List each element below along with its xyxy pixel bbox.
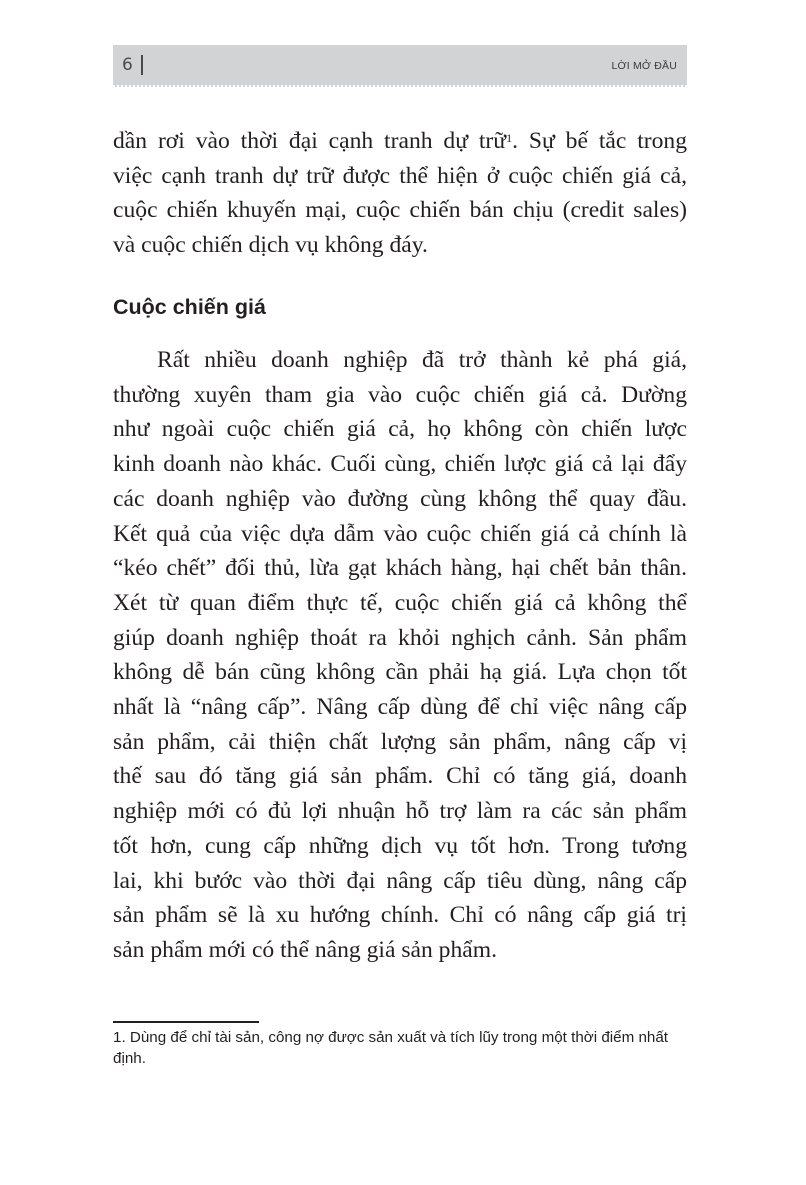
text-line: giúp doanh nghiệp thoát ra khỏi nghịch cảnh. Sản phẩm: [113, 624, 687, 651]
footnote-separator: [113, 1021, 259, 1023]
text-line: Xét từ quan điểm thực tế, cuộc chiến giá cả không thể: [113, 589, 687, 616]
text-line: và cuộc chiến dịch vụ không đáy.: [113, 232, 428, 259]
text-line: kinh doanh nào khác. Cuối cùng, chiến lược giá cả lại đẩy: [113, 451, 687, 478]
text-line: thường xuyên tham gia vào cuộc chiến giá cả. Dường: [113, 381, 687, 408]
text-line: nghiệp mới có đủ lợi nhuận hỗ trợ làm ra các sản phẩm: [113, 798, 687, 825]
text-line: sản phẩm, cải thiện chất lượng sản phẩm, nâng cấp vị: [113, 728, 687, 755]
header-divider: [141, 55, 143, 75]
text-segment: . Sự bế tắc trong: [512, 128, 687, 154]
chapter-title: LỜI MỞ ĐẦU: [611, 60, 677, 72]
text-line: lai, khi bước vào thời đại nâng cấp tiêu dùng, nâng cấp: [113, 867, 687, 894]
text-line: thế sau đó tăng giá sản phẩm. Chỉ có tăng giá, doanh: [113, 763, 687, 790]
main-paragraph: [113, 343, 687, 968]
text-line: sản phẩm mới có thể nâng giá sản phẩm.: [113, 936, 497, 963]
text-line: Kết quả của việc dựa dẫm vào cuộc chiến giá cả chính là: [113, 520, 687, 547]
text-line: “kéo chết” đối thủ, lừa gạt khách hàng, hại chết bản thân.: [113, 555, 687, 582]
intro-paragraph: [113, 124, 687, 263]
text-line: các doanh nghiệp vào đường cùng không thể quay đầu.: [113, 485, 687, 512]
text-line: Rất nhiều doanh nghiệp đã trở thành kẻ phá giá,: [157, 347, 687, 373]
page-number: 6: [122, 55, 133, 75]
text-line: [113, 124, 687, 159]
text-line: như ngoài cuộc chiến giá cả, họ không còn chiến lược: [113, 416, 687, 443]
text-line: sản phẩm sẽ là xu hướng chính. Chỉ có nâng cấp giá trị: [113, 902, 687, 929]
text-line: cuộc chiến khuyến mại, cuộc chiến bán chịu (credit sales): [113, 197, 687, 224]
section-heading: Cuộc chiến giá: [113, 295, 266, 319]
text-line: tốt hơn, cung cấp những dịch vụ tốt hơn. Trong tương: [113, 832, 687, 859]
running-header: [113, 45, 687, 87]
text-line: nhất là “nâng cấp”. Nâng cấp dùng để chỉ việc nâng cấp: [113, 694, 687, 721]
text-segment: dần rơi vào thời đại cạnh tranh dự trữ: [113, 128, 507, 154]
footnote-reference[interactable]: 1: [506, 131, 513, 145]
footnote: 1. Dùng để chỉ tài sản, công nợ được sản xuất và tích lũy trong một thời điểm nhất định.: [113, 1029, 669, 1067]
text-line: việc cạnh tranh dự trữ được thể hiện ở cuộc chiến giá cả,: [113, 162, 687, 189]
text-line: không dễ bán cũng không cần phải hạ giá. Lựa chọn tốt: [113, 659, 687, 686]
